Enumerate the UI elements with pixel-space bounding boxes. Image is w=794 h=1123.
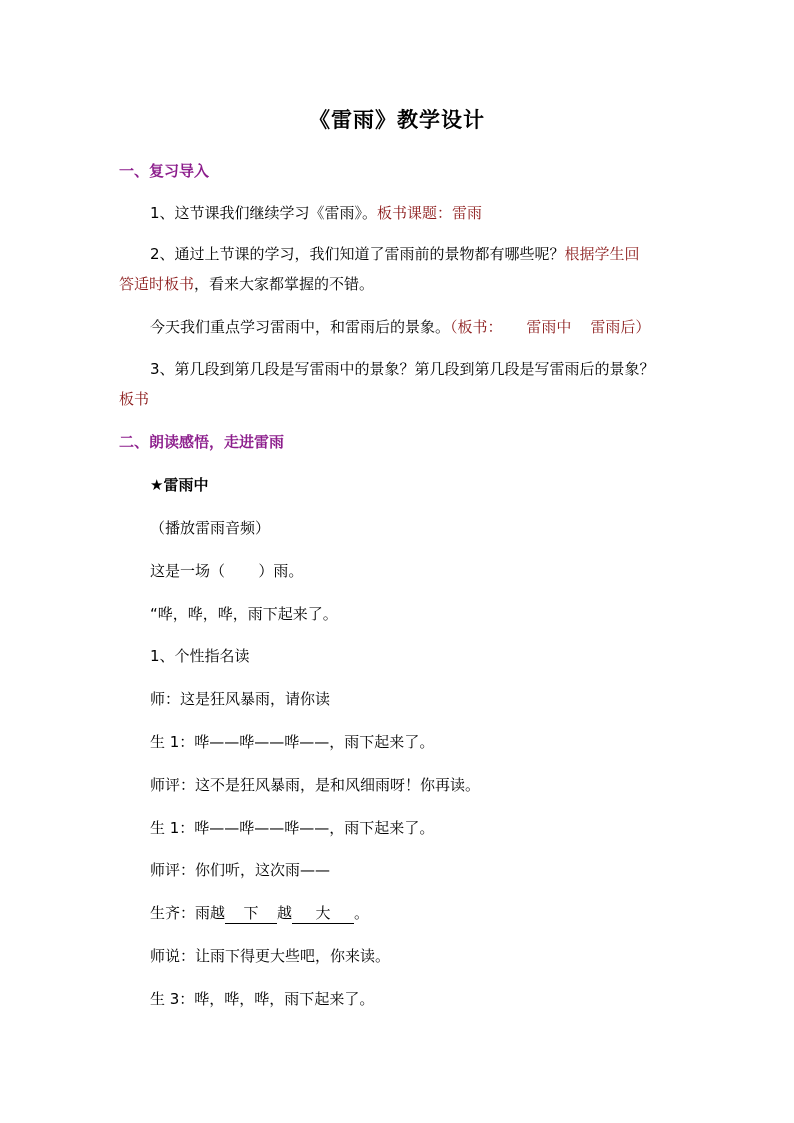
paragraph-2-note-b: 答适时板书 bbox=[119, 275, 195, 293]
line-6: 生 1：哗——哗——哗——，雨下起来了。 bbox=[150, 733, 435, 751]
line-8: 生 1：哗——哗——哗——，雨下起来了。 bbox=[150, 819, 435, 837]
paragraph-2-line-2 bbox=[119, 274, 374, 294]
line-9: 师评：你们听，这次雨—— bbox=[150, 861, 331, 879]
paragraph-4-text: 3、第几段到第几段是写雷雨中的景象？第几段到第几段是写雷雨后的景象？ bbox=[150, 360, 655, 378]
subheading-during-rain: ★雷雨中 bbox=[150, 476, 209, 494]
paragraph-1-note: 板书课题：雷雨 bbox=[377, 204, 483, 222]
paragraph-2-note-a: 根据学生回 bbox=[564, 245, 640, 263]
line-2: 这是一场（ ）雨。 bbox=[150, 562, 304, 580]
paragraph-4-note: 板书 bbox=[119, 390, 150, 408]
line-4: 1、个性指名读 bbox=[150, 647, 250, 665]
fill-blank-2: 大 bbox=[292, 903, 354, 924]
line-11: 生 3：哗，哗，哗，雨下起来了。 bbox=[150, 990, 375, 1008]
paragraph-2-line-1 bbox=[150, 244, 640, 264]
line-3: “哗，哗，哗，雨下起来了。 bbox=[150, 605, 338, 623]
paragraph-2-text: 2、通过上节课的学习，我们知道了雷雨前的景物都有哪些呢？ bbox=[150, 245, 565, 263]
fill-blank-1: 下 bbox=[225, 903, 277, 924]
line-5: 师：这是狂风暴雨，请你读 bbox=[150, 690, 331, 708]
line-1: （播放雷雨音频） bbox=[150, 519, 271, 537]
section-heading-review: 一、复习导入 bbox=[119, 162, 210, 180]
document-title: 《雷雨》教学设计 bbox=[309, 108, 485, 132]
line-10: 师说：让雨下得更大些吧，你来读。 bbox=[150, 947, 391, 965]
paragraph-4-line-1 bbox=[150, 359, 655, 379]
paragraph-4-line-2 bbox=[119, 389, 149, 409]
paragraph-3-note: （板书： 雷雨中 雷雨后） bbox=[450, 318, 651, 336]
paragraph-1 bbox=[150, 203, 482, 223]
section-heading-reading: 二、朗读感悟，走进雷雨 bbox=[119, 433, 285, 451]
paragraph-3-text: 今天我们重点学习雷雨中，和雷雨后的景象。 bbox=[150, 318, 451, 336]
paragraph-3 bbox=[150, 317, 650, 337]
paragraph-2-tail: ，看来大家都掌握的不错。 bbox=[194, 275, 375, 293]
fill-mid: 越 bbox=[277, 904, 293, 922]
paragraph-1-text: 1、这节课我们继续学习《雷雨》。 bbox=[150, 204, 378, 222]
fill-suffix: 。 bbox=[354, 904, 370, 922]
fill-prefix: 生齐：雨越 bbox=[150, 904, 226, 922]
line-7: 师评：这不是狂风暴雨，是和风细雨呀！你再读。 bbox=[150, 776, 481, 794]
fill-in-line bbox=[150, 903, 369, 924]
